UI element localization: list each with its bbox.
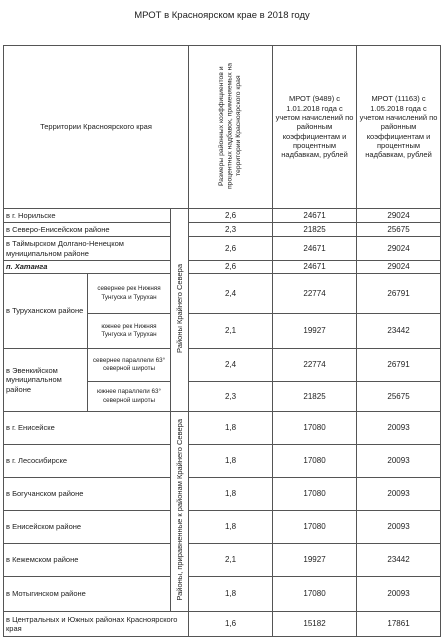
mrot-may-value: 26791 [357,349,441,382]
mrot-may-value: 26791 [357,274,441,314]
table-row [4,209,441,223]
territory-name: п. Хатанга [4,261,171,274]
mrot-may-value: 20093 [357,445,441,478]
mrot-jan-value: 19927 [273,544,357,577]
table-row [4,478,441,511]
table-row [4,261,441,274]
mrot-may-value: 20093 [357,577,441,612]
territory-name: в Таймырском Долгано-Ненецком муниципальном районе [4,237,171,261]
mrot-jan-value: 17080 [273,445,357,478]
table-row [4,612,441,637]
coef-value: 2,6 [189,261,273,274]
sub-territory: севернее рек Нижняя Тунгуска и Турухан [88,274,171,314]
table-row [4,349,441,382]
mrot-may-value: 20093 [357,511,441,544]
mrot-jan-value: 24671 [273,261,357,274]
coef-value: 1,8 [189,478,273,511]
mrot-jan-value: 21825 [273,382,357,412]
mrot-jan-value: 22774 [273,349,357,382]
territory-name: в г. Енисейске [4,412,171,445]
mrot-jan-value: 19927 [273,314,357,349]
sub-territory: южнее параллели 63° северной широты [88,382,171,412]
coef-value: 2,3 [189,223,273,237]
group-far-north: Районы Крайнего Севера [171,209,189,412]
mrot-jan-value: 17080 [273,478,357,511]
table-row [4,223,441,237]
territory-name: в Туруханском районе [4,274,88,349]
territory-name: в Мотыгинском районе [4,577,171,612]
coef-value: 1,8 [189,445,273,478]
territory-name: в г. Норильске [4,209,171,223]
territory-name: в Кежемском районе [4,544,171,577]
coef-value: 2,4 [189,349,273,382]
header-mrot-may: МРОТ (11163) с 1.05.2018 года с учетом начислений по районным коэффициентам и процентным надбавкам, рублей [357,46,441,209]
territory-name: в г. Лесосибирске [4,445,171,478]
table-row [4,445,441,478]
table-row [4,544,441,577]
mrot-may-value: 29024 [357,261,441,274]
territory-name: в Центральных и Южных районах Красноярского края [4,612,189,637]
mrot-table [3,45,441,637]
mrot-jan-value: 22774 [273,274,357,314]
coef-value: 1,6 [189,612,273,637]
mrot-may-value: 20093 [357,412,441,445]
table-row [4,274,441,314]
header-territory: Территории Красноярского края [4,46,189,209]
header-row [4,46,441,209]
table-row [4,577,441,612]
mrot-may-value: 25675 [357,223,441,237]
sub-territory: южнее рек Нижняя Тунгуска и Турухан [88,314,171,349]
mrot-may-value: 17861 [357,612,441,637]
mrot-jan-value: 24671 [273,237,357,261]
mrot-jan-value: 24671 [273,209,357,223]
header-mrot-jan: МРОТ (9489) с 1.01.2018 года с учетом начислений по районным коэффициентам и процентным надбавкам, рублей [273,46,357,209]
coef-value: 2,6 [189,209,273,223]
coef-value: 2,3 [189,382,273,412]
group-equated: Районы, приравненные к районам Крайнего Севера [171,412,189,612]
table-row [4,237,441,261]
mrot-jan-value: 17080 [273,577,357,612]
coef-value: 2,1 [189,544,273,577]
mrot-jan-value: 21825 [273,223,357,237]
page-title: МРОТ в Красноярском крае в 2018 году [134,10,310,21]
mrot-jan-value: 17080 [273,412,357,445]
mrot-may-value: 23442 [357,314,441,349]
mrot-may-value: 20093 [357,478,441,511]
coef-value: 2,1 [189,314,273,349]
mrot-may-value: 23442 [357,544,441,577]
territory-name: в Северо-Енисейском районе [4,223,171,237]
mrot-jan-value: 17080 [273,511,357,544]
coef-value: 2,4 [189,274,273,314]
coef-value: 1,8 [189,577,273,612]
territory-name: в Эвенкийском муниципальном районе [4,349,88,412]
mrot-may-value: 29024 [357,237,441,261]
table-row [4,511,441,544]
mrot-may-value: 29024 [357,209,441,223]
territory-name: в Богучанском районе [4,478,171,511]
coef-value: 1,8 [189,511,273,544]
coef-value: 1,8 [189,412,273,445]
sub-territory: севернее параллели 63° северной широты [88,349,171,382]
mrot-may-value: 25675 [357,382,441,412]
coef-value: 2,6 [189,237,273,261]
mrot-jan-value: 15182 [273,612,357,637]
header-coef: Размеры районных коэффициентов и процентных надбавок, применяемых на территории Красноярского края [189,46,273,209]
table-row [4,412,441,445]
territory-name: в Енисейском районе [4,511,171,544]
